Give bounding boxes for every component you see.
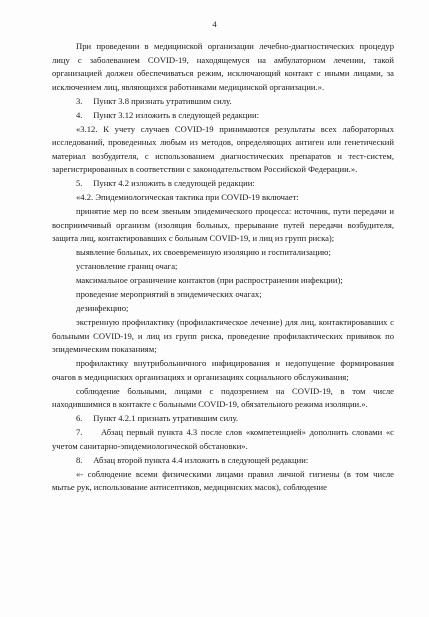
paragraph: максимальное ограничение контактов (при распространении инфекции); xyxy=(76,275,343,285)
paragraph: 6. Пункт 4.2.1 признать утратившим силу. xyxy=(76,413,239,423)
paragraph: профилактику внутрибольничного инфицирования и недопущение формирования очагов в медицинских организациях и организациях социального обслуживания; xyxy=(52,358,394,382)
paragraph: принятие мер по всем звеньям эпидемического процесса: источник, пути передачи и восприимчивый организм (изоляция больных, прерывание путей передачи возбудителя, защита лиц, контактировавших с больным COVID-19, и лиц из групп риска); xyxy=(52,206,394,243)
paragraph: «- соблюдение всеми физическими лицами правил личной гигиены (в том числе мытье рук, использование антисептиков, медицинских масок), соблюдение xyxy=(52,468,394,492)
paragraph: выявление больных, их своевременную изоляцию и госпитализацию; xyxy=(76,247,331,257)
paragraph: установление границ очага; xyxy=(76,261,178,271)
paragraph: проведение мероприятий в эпидемических очагах; xyxy=(76,289,262,299)
paragraph: экстренную профилактику (профилактическое лечение) для лиц, контактировавших с больными COVID-19, и лиц из групп риска, проведение профилактических прививок по эпидемическим показаниям; xyxy=(52,317,394,354)
page-number: 4 xyxy=(212,19,217,29)
paragraph: 3. Пункт 3.8 признать утратившим силу. xyxy=(76,95,232,106)
paragraph: 4. Пункт 3.12 изложить в следующей редакции: xyxy=(76,109,259,120)
paragraph: 8. Абзац второй пункта 4.4 изложить в следующей редакции: xyxy=(76,454,309,465)
paragraph: 7. Абзац первый пункта 4.3 после слов «компетенцией» дополнить словами «с учетом санитарно-эпидемиологической обстановки». xyxy=(52,427,394,451)
paragraph: 5. Пункт 4.2 изложить в следующей редакции: xyxy=(76,178,255,188)
document-body xyxy=(52,40,394,495)
paragraph: дезинфекцию; xyxy=(76,303,129,313)
paragraph: соблюдение больными, лицами с подозрением на COVID-19, в том числе находившимися в контакте с больными COVID-19, обязательного режима изоляции.». xyxy=(52,385,394,409)
paragraph: «3.12. К учету случаев COVID-19 принимаются результаты всех лабораторных исследований, проведенных любым из методов, определяющих антиген или генетический материал возбудителя, с использованием диагностических препаратов и тест-систем, зарегистрированных в соответствии с законодательством Российской Федерации.». xyxy=(52,123,394,174)
paragraph: При проведении в медицинской организации лечебно-диагностических процедур лицу с заболеванием COVID-19, находящемуся на амбулаторном лечении, такой организацией должен обеспечиваться режим, исключающий контакт с иными лицами, за исключением лиц, являющихся работниками медицинской организации.». xyxy=(52,41,394,92)
paragraph: «4.2. Эпидемиологическая тактика при COVID-19 включает: xyxy=(76,192,299,202)
